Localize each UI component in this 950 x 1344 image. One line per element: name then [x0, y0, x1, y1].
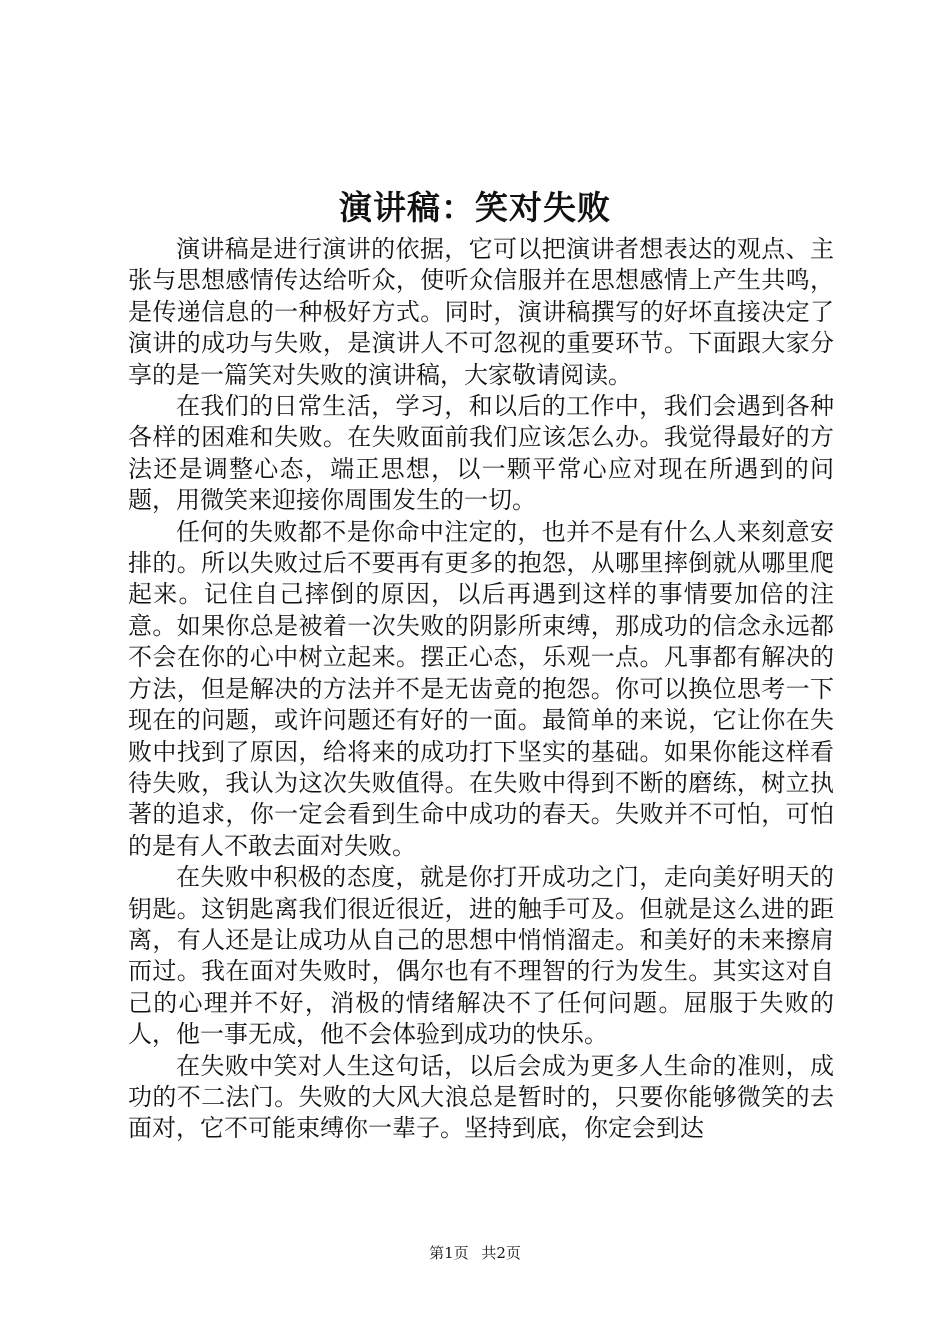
paragraph: 任何的失败都不是你命中注定的，也并不是有什么人来刻意安排的。所以失败过后不要再有更多的抱怨，从哪里摔倒就从哪里爬起来。记住自己摔倒的原因，以后再遇到这样的事情要加倍的注意。如果你总是被着一次失败的阴影所束缚，那成功的信念永远都不会在你的心中树立起来。摆正心态，乐观一点。凡事都有解决的方法，但是解决的方法并不是无齿竟的抱怨。你可以换位思考一下现在的问题，或许问题还有好的一面。最简单的来说，它让你在失败中找到了原因，给将来的成功打下坚实的基础。如果你能这样看待失败，我认为这次失败值得。在失败中得到不断的磨练，树立执著的追求，你一定会看到生命中成功的春天。失败并不可怕，可怕的是有人不敢去面对失败。 [128, 517, 834, 860]
paragraph: 在失败中笑对人生这句话，以后会成为更多人生命的准则，成功的不二法门。失败的大风大浪总是暂时的，只要你能够微笑的去面对，它不可能束缚你一辈子。坚持到底，你定会到达 [128, 1051, 834, 1143]
document-title: 演讲稿：笑对失败 [339, 188, 611, 227]
document-body [128, 234, 834, 1145]
page-number: 第1页 [429, 1244, 469, 1262]
page-total: 共2页 [481, 1244, 521, 1262]
page-footer [0, 1243, 950, 1263]
paragraph: 在我们的日常生活，学习，和以后的工作中，我们会遇到各种各样的困难和失败。在失败面前我们应该怎么办。我觉得最好的方法还是调整心态，端正思想，以一颗平常心应对现在所遇到的问题，用微笑来迎接你周围发生的一切。 [128, 392, 834, 515]
paragraph: 在失败中积极的态度，就是你打开成功之门，走向美好明天的钥匙。这钥匙离我们很近很近，进的触手可及。但就是这么进的距离，有人还是让成功从自己的思想中悄悄溜走。和美好的未来擦肩而过。我在面对失败时，偶尔也有不理智的行为发生。其实这对自己的心理并不好，消极的情绪解决不了任何问题。屈服于失败的人，他一事无成，他不会体验到成功的快乐。 [128, 863, 834, 1049]
paragraph: 演讲稿是进行演讲的依据，它可以把演讲者想表达的观点、主张与思想感情传达给听众，使听众信服并在思想感情上产生共鸣，是传递信息的一种极好方式。同时，演讲稿撰写的好坏直接决定了演讲的成功与失败，是演讲人不可忽视的重要环节。下面跟大家分享的是一篇笑对失败的演讲稿，大家敬请阅读。 [128, 235, 834, 389]
